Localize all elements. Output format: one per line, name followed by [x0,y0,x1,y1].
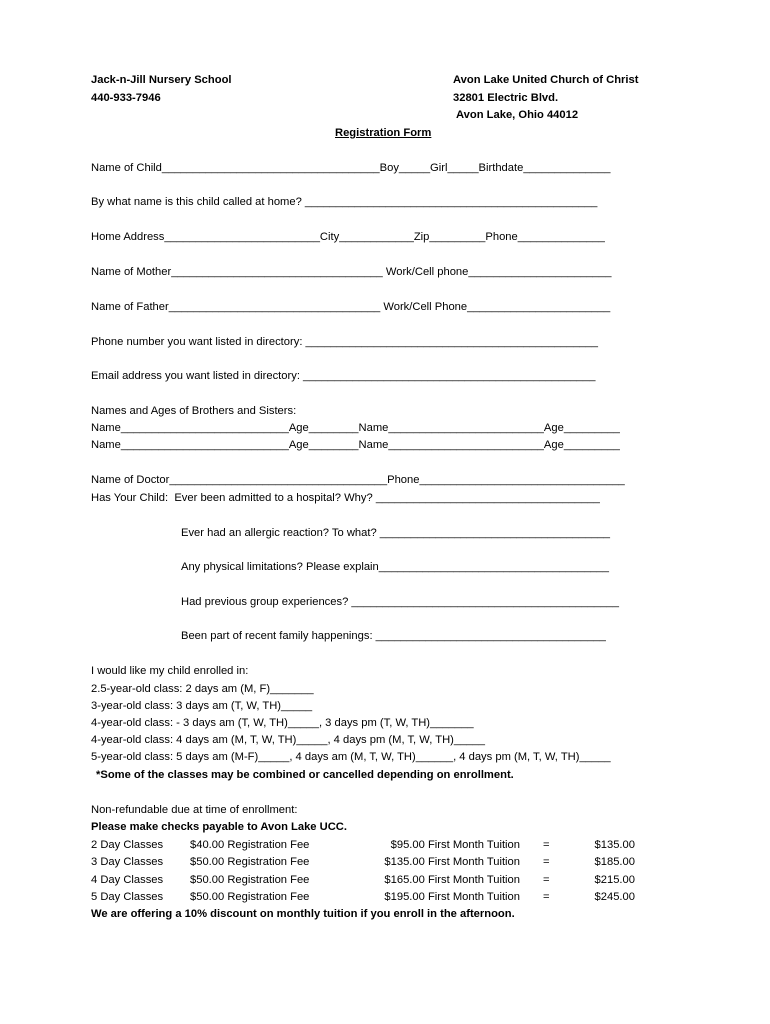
field-name-of-child[interactable]: Name of Child___________________________________Boy_____Girl_____Birthdate______________ [91,162,611,174]
field-physical[interactable]: Any physical limitations? Please explain_____________________________________ [181,561,609,573]
church-name: Avon Lake United Church of Christ [453,74,639,86]
fee-tuition: $165.00 First Month Tuition [384,874,520,886]
fee-classes: 3 Day Classes [91,856,164,868]
siblings-heading: Names and Ages of Brothers and Sisters: [91,405,297,417]
field-name-of-mother[interactable]: Name of Mother__________________________________ Work/Cell phone_______________________ [91,266,612,278]
fee-classes: 4 Day Classes [91,874,164,886]
fee-equals: = [543,891,550,903]
fees-heading: Non-refundable due at time of enrollment: [91,804,298,816]
school-phone: 440-933-7946 [91,92,161,104]
field-phone-directory[interactable]: Phone number you want listed in directory: _______________________________________________ [91,336,598,348]
enrollment-note: *Some of the classes may be combined or cancelled depending on enrollment. [96,769,514,781]
enrollment-option[interactable]: 4-year-old class: - 3 days am (T, W, TH)_____, 3 days pm (T, W, TH)_______ [91,717,474,729]
field-name-of-father[interactable]: Name of Father__________________________________ Work/Cell Phone_______________________ [91,301,611,313]
fee-classes: 2 Day Classes [91,839,164,851]
fee-registration: $50.00 Registration Fee [190,891,310,903]
fee-equals: = [543,856,550,868]
enrollment-heading: I would like my child enrolled in: [91,665,249,677]
school-name: Jack-n-Jill Nursery School [91,74,232,86]
fee-classes: 5 Day Classes [91,891,164,903]
fee-registration: $50.00 Registration Fee [190,856,310,868]
fee-total: $135.00 [594,839,635,851]
enrollment-option[interactable]: 2.5-year-old class: 2 days am (M, F)_______ [91,683,314,695]
field-sibling-line-1[interactable]: Name___________________________Age________Name_________________________Age_________ [91,422,620,434]
field-group[interactable]: Had previous group experiences? ___________________________________________ [181,596,619,608]
field-hospital[interactable]: Has Your Child: Ever been admitted to a hospital? Why? ____________________________________ [91,492,600,504]
checks-note: Please make checks payable to Avon Lake UCC. [91,821,347,833]
enrollment-option[interactable]: 3-year-old class: 3 days am (T, W, TH)_____ [91,700,313,712]
fee-registration: $50.00 Registration Fee [190,874,310,886]
fee-total: $245.00 [594,891,635,903]
fee-registration: $40.00 Registration Fee [190,839,310,851]
fee-tuition: $135.00 First Month Tuition [384,856,520,868]
field-called-at-home[interactable]: By what name is this child called at home? _______________________________________________ [91,196,598,208]
fee-equals: = [543,839,550,851]
church-city: Avon Lake, Ohio 44012 [456,109,579,121]
field-family[interactable]: Been part of recent family happenings: _____________________________________ [181,630,606,642]
enrollment-option[interactable]: 5-year-old class: 5 days am (M-F)_____, 4 days am (M, T, W, TH)______, 4 days pm (M, T, W, TH)_____ [91,751,611,763]
field-name-of-doctor[interactable]: Name of Doctor___________________________________Phone_________________________________ [91,474,625,486]
field-sibling-line-2[interactable]: Name___________________________Age________Name_________________________Age_________ [91,439,620,451]
fee-equals: = [543,874,550,886]
fee-tuition: $95.00 First Month Tuition [390,839,520,851]
church-street: 32801 Electric Blvd. [453,92,559,104]
fee-tuition: $195.00 First Month Tuition [384,891,520,903]
form-title: Registration Form [335,127,432,139]
field-home-address[interactable]: Home Address_________________________City____________Zip_________Phone______________ [91,231,605,243]
field-allergic[interactable]: Ever had an allergic reaction? To what? _____________________________________ [181,527,611,539]
fee-total: $215.00 [594,874,635,886]
discount-note: We are offering a 10% discount on monthly tuition if you enroll in the afternoon. [91,908,515,920]
field-email-directory[interactable]: Email address you want listed in directory: _______________________________________________ [91,370,596,382]
enrollment-option[interactable]: 4-year-old class: 4 days am (M, T, W, TH)_____, 4 days pm (M, T, W, TH)_____ [91,734,485,746]
fee-total: $185.00 [594,856,635,868]
